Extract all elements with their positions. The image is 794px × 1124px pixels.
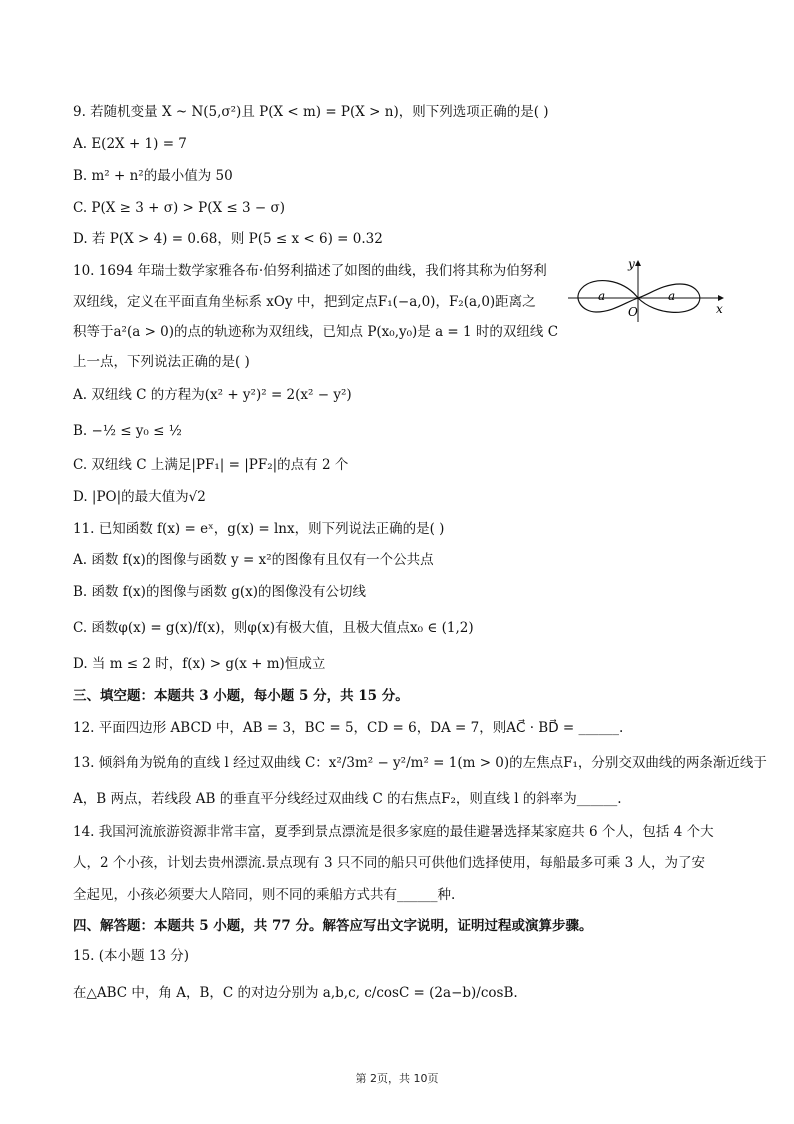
q9-option-d: D. 若 P(X > 4) = 0.68，则 P(5 ≤ x < 6) = 0.32 [73,231,383,247]
q14-line-2: 人，2 个小孩，计划去贵州漂流.景点现有 3 只不同的船只可供他们选择使用，每船最多可乘 3 人，为了安 [73,855,706,871]
x-axis-label: x [716,302,723,316]
q12-text: 12. 平面四边形 ABCD 中，AB = 3，BC = 5，CD = 6，DA = 7，则AC⃗ · BD⃗ = ______. [73,720,624,736]
q11-stem: 11. 已知函数 f(x) = eˣ，g(x) = lnx，则下列说法正确的是( ) [73,521,445,537]
q10-option-b: B. −½ ≤ y₀ ≤ ½ [73,423,182,439]
q9-stem: 9. 若随机变量 X ~ N(5,σ²)且 P(X < m) = P(X > n)，则下列选项正确的是( ) [73,104,549,120]
q10-stem-line-3: 积等于a²(a > 0)的点的轨迹称为双纽线，已知点 P(x₀,y₀)是 a = 1 时的双纽线 C [73,324,559,340]
q11-option-a: A. 函数 f(x)的图像与函数 y = x²的图像有且仅有一个公共点 [73,552,434,568]
q10-stem-line-1: 10. 1694 年瑞士数学家雅各布·伯努利描述了如图的曲线，我们将其称为伯努利 [73,263,547,279]
q15-title: 15. (本小题 13 分) [73,948,190,964]
q15-body: 在△ABC 中，角 A，B，C 的对边分别为 a,b,c, c/cosC = (2a−b)/cosB. [73,985,518,1001]
q9-option-c: C. P(X ≥ 3 + σ) > P(X ≤ 3 − σ) [73,200,285,216]
q10-stem-line-2: 双纽线，定义在平面直角坐标系 xOy 中，把到定点F₁(−a,0)，F₂(a,0)距离之 [73,294,536,310]
q10-option-a: A. 双纽线 C 的方程为(x² + y²)² = 2(x² − y²) [73,387,352,403]
q13-line-2: A，B 两点，若线段 AB 的垂直平分线经过双曲线 C 的右焦点F₂，则直线 l 的斜率为______. [73,791,622,807]
left-loop-label: a [598,289,606,303]
q10-option-d: D. |PO|的最大值为√2 [73,489,206,505]
q13-line-1: 13. 倾斜角为锐角的直线 l 经过双曲线 C：x²/3m² − y²/m² = 1(m > 0)的左焦点F₁，分别交双曲线的两条渐近线于 [73,755,767,771]
y-axis-label: y [628,258,635,271]
q11-option-c: C. 函数φ(x) = g(x)/f(x)，则φ(x)有极大值，且极大值点x₀ ∈ (1,2) [73,620,474,636]
page-footer: 第 2页，共 10页 [355,1072,439,1085]
y-axis-arrow [635,260,641,266]
section-4-heading: 四、解答题：本题共 5 小题，共 77 分。解答应写出文字说明，证明过程或演算步骤。 [73,918,593,934]
section-3-heading: 三、填空题：本题共 3 小题，每小题 5 分，共 15 分。 [73,688,409,704]
q10-stem-line-4: 上一点，下列说法正确的是( ) [73,354,250,370]
q10-option-c: C. 双纽线 C 上满足|PF₁| = |PF₂|的点有 2 个 [73,457,349,473]
lemniscate-figure [568,258,728,322]
lemniscate-curve [578,281,700,313]
q11-option-b: B. 函数 f(x)的图像与函数 g(x)的图像没有公切线 [73,584,367,600]
origin-label: O [628,305,638,319]
right-loop-label: a [668,289,676,303]
q14-line-1: 14. 我国河流旅游资源非常丰富，夏季到景点漂流是很多家庭的最佳避暑选择某家庭共 6 个人，包括 4 个大 [73,824,714,840]
q14-line-3: 全起见，小孩必须要大人陪同，则不同的乘船方式共有______种. [73,887,456,903]
q9-option-a: A. E(2X + 1) = 7 [73,136,187,152]
x-axis-arrow [718,295,724,301]
q11-option-d: D. 当 m ≤ 2 时，f(x) > g(x + m)恒成立 [73,656,326,672]
q9-option-b: B. m² + n²的最小值为 50 [73,168,233,184]
